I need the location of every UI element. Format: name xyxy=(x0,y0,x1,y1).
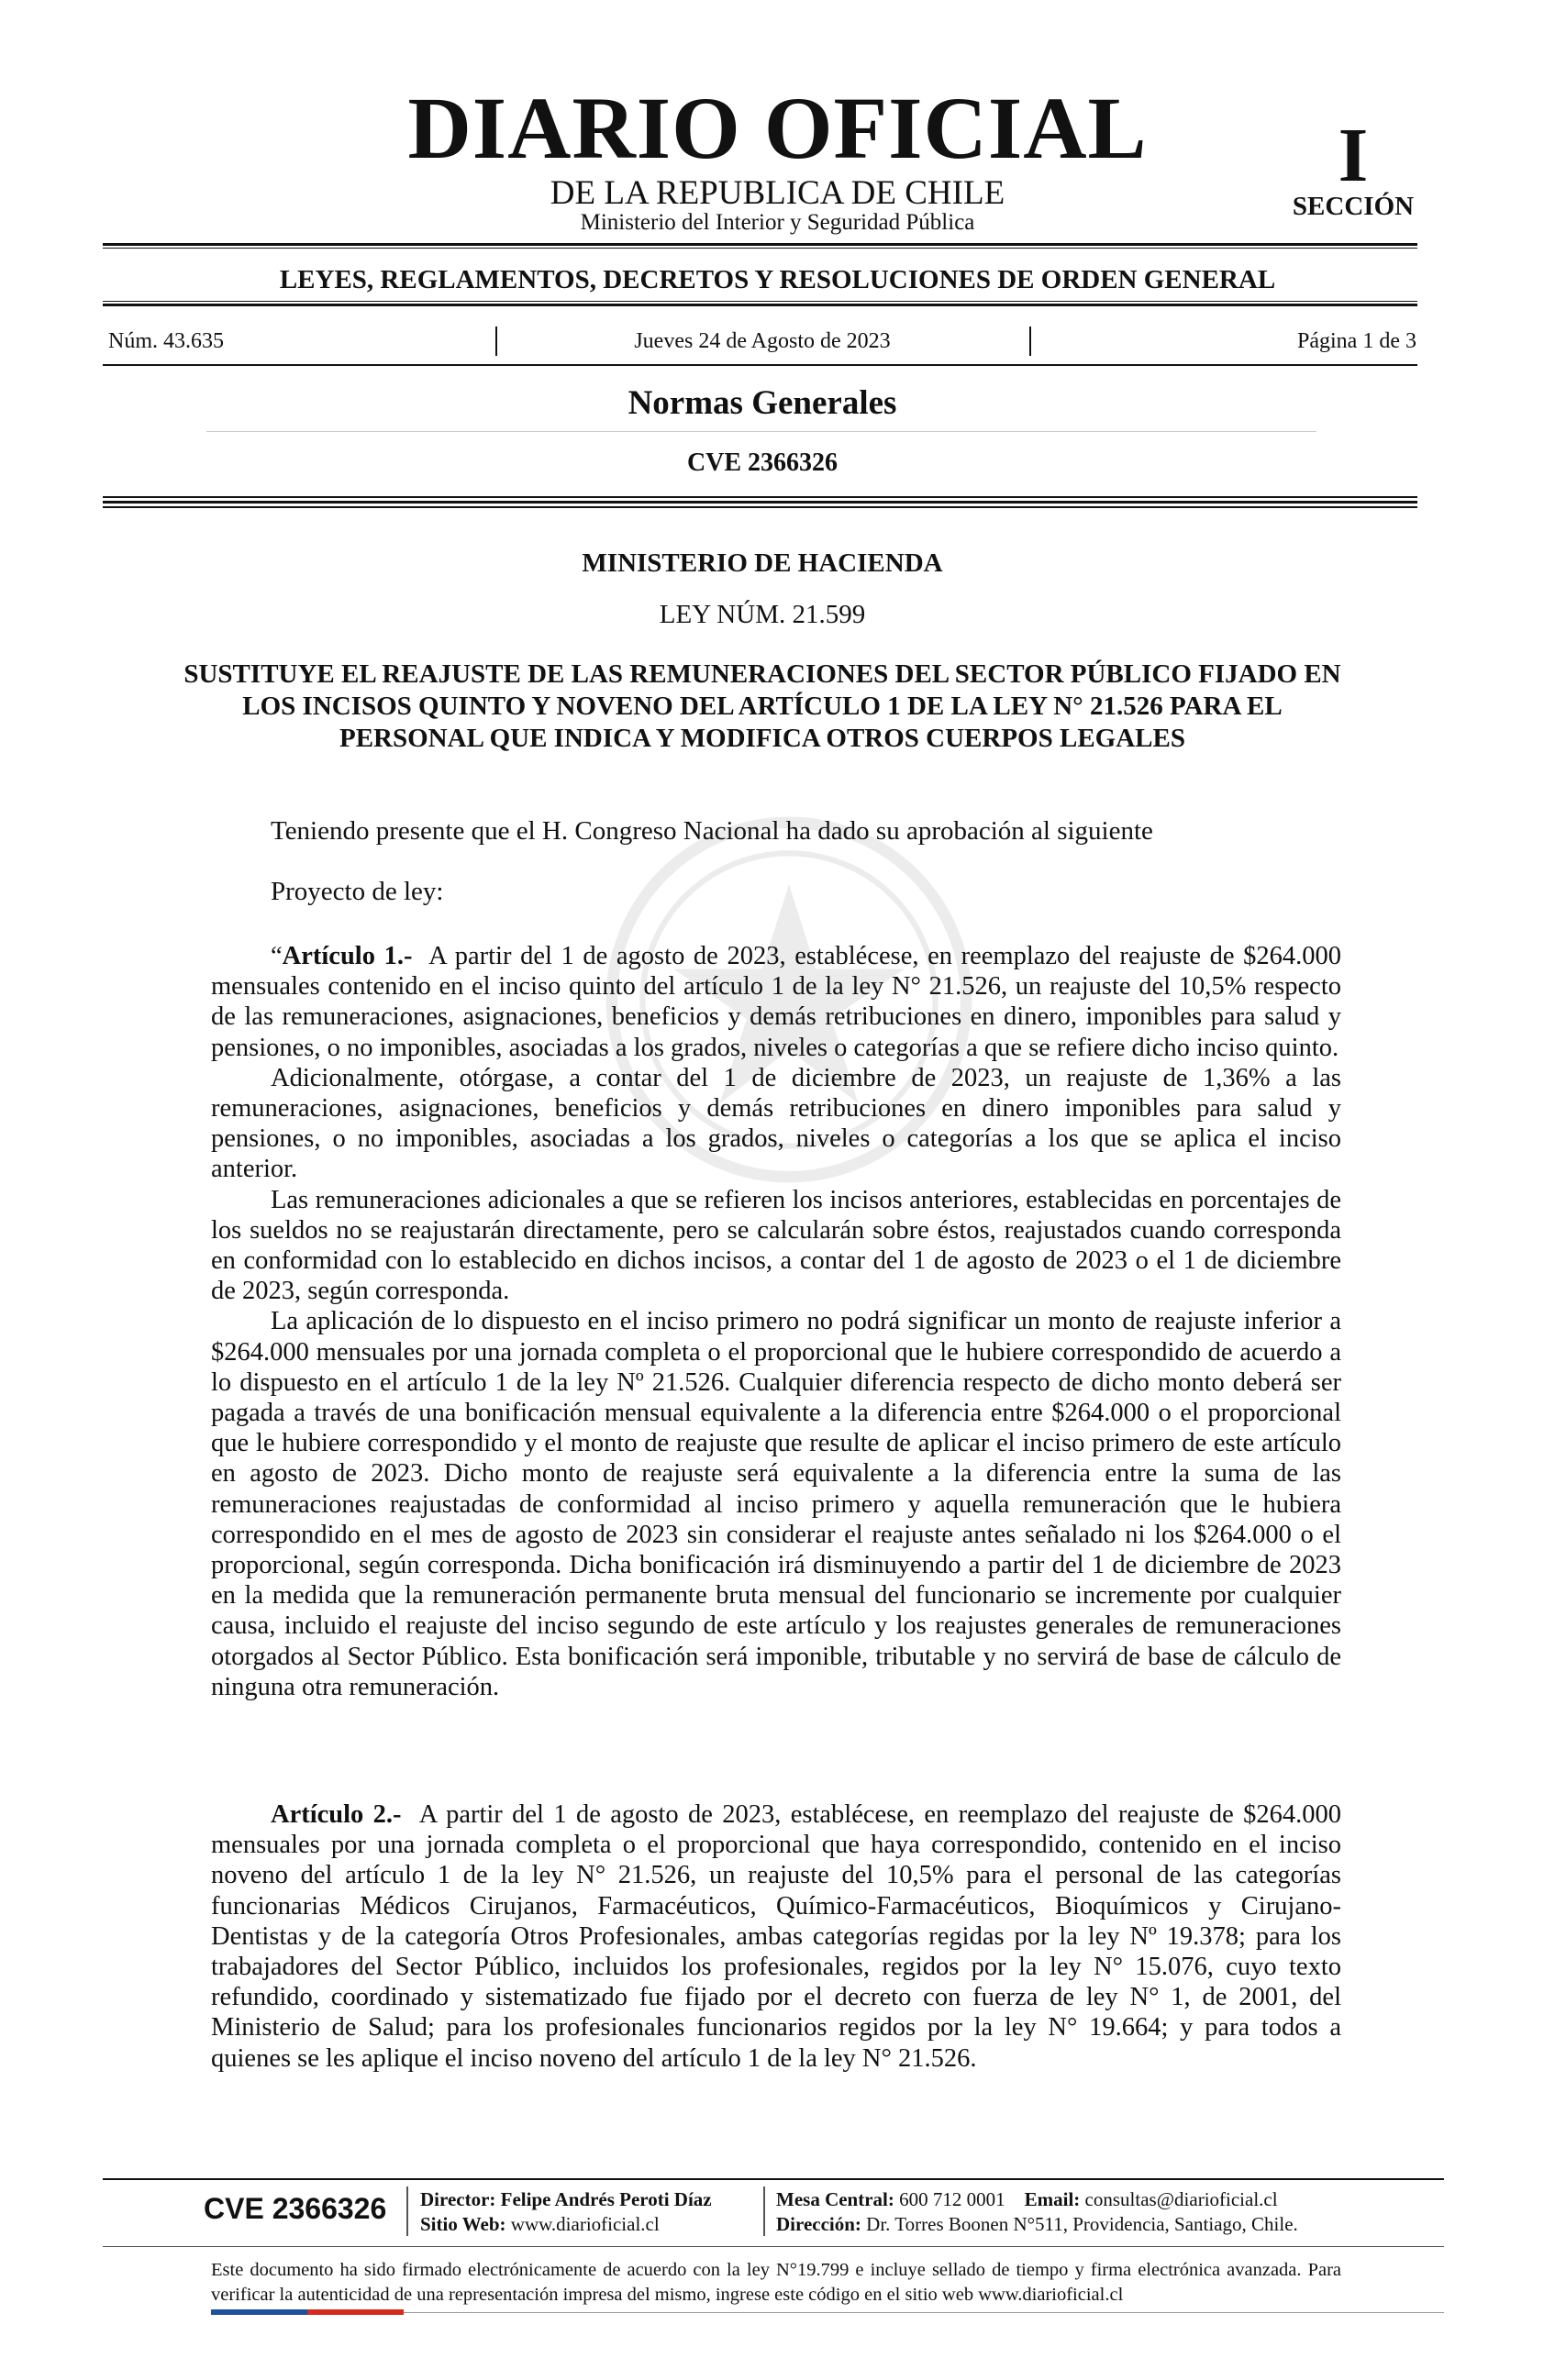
footer-director-block xyxy=(420,2187,712,2237)
category-heading: LEYES, REGLAMENTOS, DECRETOS Y RESOLUCIONES DE ORDEN GENERAL xyxy=(279,265,1276,294)
intro-text: Teniendo presente que el H. Congreso Nacional ha dado su aprobación al siguiente xyxy=(271,816,1153,846)
email-link[interactable]: consultas@diarioficial.cl xyxy=(1084,2188,1278,2210)
footer-contact-block xyxy=(776,2187,1298,2237)
header-divider xyxy=(103,304,1417,306)
masthead-ministry: Ministerio del Interior y Seguridad Pública xyxy=(580,210,975,235)
masthead-title: DIARIO OFICIAL xyxy=(407,79,1148,177)
section-heading: Normas Generales xyxy=(628,384,897,422)
article-2-text: A partir del 1 de agosto de 2023, establécese, en reemplazo del reajuste de $264.000 mensuales por una jornada completa o el proporcional que haya correspondido, contenido en el inciso noveno del artículo 1 de la ley N° 21.526, un reajuste del 10,5% para el personal de las categorías funcionarias Médicos Cirujanos, Farmacéuticos, Químico-Farmacéuticos, Bioquímicos y Cirujano-Dentistas y de la categoría Otros Profesionales, ambas categorías regidas por la ley Nº 19.378; para los trabajadores del Sector Público, incluidos los profesionales, regidos por la ley N° 15.076, cuyo texto refundido, coordinado y sistematizado fue fijado por el decreto con fuerza de ley N° 1, de 2001, del Ministerio de Salud; para los profesionales funcionarios regidos por la ley N° 19.664; y para todos a quienes se les aplique el inciso noveno del artículo 1 de la ley N° 21.526. xyxy=(211,1800,1341,2073)
issue-number: Núm. 43.635 xyxy=(108,329,224,353)
article-1-paragraph: Adicionalmente, otórgase, a contar del 1 de diciembre de 2023, un reajuste de 1,36% a las remuneraciones, asignaciones, beneficios y demás retribuciones en dinero imponibles para salud y pensiones, o no imponibles, asociadas a los grados, niveles o categorías a los que se aplica el inciso anterior. xyxy=(211,1063,1341,1184)
director-name: Felipe Andrés Peroti Díaz xyxy=(500,2188,712,2210)
footer-divider xyxy=(103,2246,1444,2247)
flag-blue-band xyxy=(211,2309,307,2315)
footer-divider xyxy=(404,2312,1444,2313)
document-divider xyxy=(103,496,1417,498)
article-1-paragraph xyxy=(211,941,1341,1063)
phone-value: 600 712 0001 xyxy=(899,2188,1005,2210)
law-title: SUSTITUYE EL REAJUSTE DE LAS REMUNERACIONES DEL SECTOR PÚBLICO FIJADO EN LOS INCISOS QUINTO Y NOVENO DEL ARTÍCULO 1 DE LA LEY N° 21.526 PARA EL PERSONAL QUE INDICA Y MODIFICA OTROS CUERPOS LEGALES xyxy=(183,659,1341,753)
article-2-title: Artículo 2.- xyxy=(271,1800,402,1829)
cve-code: CVE 2366326 xyxy=(686,448,839,477)
article-1-paragraph: Las remuneraciones adicionales a que se refieren los incisos anteriores, establecidas en porcentajes de los sueldos no se reajustarán directamente, pero se calcularán sobre éstos, reajustados cuando corresponda en conformidad con lo establecido en dichos incisos, a contar del 1 de agosto de 2023 o el 1 de diciembre de 2023, según corresponda. xyxy=(211,1185,1341,1306)
address-label: Dirección: xyxy=(776,2213,861,2235)
flag-red-band xyxy=(307,2309,404,2315)
section-label: SECCIÓN xyxy=(1292,192,1415,221)
proyecto-label: Proyecto de ley: xyxy=(271,877,444,906)
footer-disclaimer: Este documento ha sido firmado electrónicamente de acuerdo con la ley N°19.799 e incluye sellado de tiempo y firma electrónica avanzada. Para verificar la autenticidad de una representación impresa del mismo, ingrese este código en el sitio web www.diarioficial.cl xyxy=(211,2260,1341,2305)
article-2 xyxy=(211,1799,1341,2074)
footer-cve-code: CVE 2366326 xyxy=(204,2192,387,2225)
footer-divider xyxy=(103,2178,1444,2180)
header-divider xyxy=(103,243,1417,246)
flag-stripe xyxy=(211,2309,404,2315)
header-divider xyxy=(103,248,1417,249)
document-divider xyxy=(103,506,1417,508)
document-divider xyxy=(103,501,1417,504)
law-number: LEY NÚM. 21.599 xyxy=(659,600,866,629)
masthead-subtitle: DE LA REPUBLICA DE CHILE xyxy=(550,174,1005,212)
article-1-title: Artículo 1.- xyxy=(282,942,413,970)
article-1-text: A partir del 1 de agosto de 2023, establécese, en reemplazo del reajuste de $264.000 mensuales contenido en el inciso quinto del artículo 1 de la ley N° 21.526, un reajuste del 10,5% respecto de las remuneraciones, asignaciones, beneficios y demás retribuciones en dinero, imponibles para salud y pensiones, o no imponibles, asociadas a los grados, niveles o categorías a que se refiere dicho inciso quinto. xyxy=(211,942,1341,1062)
director-label: Director: xyxy=(420,2188,496,2210)
article-1-paragraph: La aplicación de lo dispuesto en el inciso primero no podrá significar un monto de reajuste inferior a $264.000 mensuales por una jornada completa o el proporcional que le hubiere correspondido de acuerdo a lo dispuesto en el artículo 1 de la ley Nº 21.526. Cualquier diferencia respecto de dicho monto deberá ser pagada a través de una bonificación mensual equivalente a la diferencia entre $264.000 o el proporcional que le hubiere correspondido y el monto de reajuste que resulte de aplicar el inciso primero de este artículo en agosto de 2023. Dicho monto de reajuste será equivalente a la diferencia entre la suma de las remuneraciones reajustadas de conformidad al inciso primero y aquella remuneración que le hubiera correspondido en el mes de agosto de 2023 sin considerar el reajuste antes señalado ni los $264.000 o el proporcional, según corresponda. Dicha bonificación irá disminuyendo a partir del 1 de diciembre de 2023 en la medida que la remuneración permanente bruta mensual del funcionario se incremente por cualquier causa, incluido el reajuste del inciso segundo de este artículo y los reajustes generales de remuneraciones otorgados al Sector Público. Esta bonificación será imponible, tributable y no servirá de base de cálculo de ninguna otra remuneración. xyxy=(211,1307,1341,1701)
page-indicator: Página 1 de 3 xyxy=(1297,329,1416,353)
issue-date: Jueves 24 de Agosto de 2023 xyxy=(634,329,891,353)
footer-separator xyxy=(406,2186,408,2236)
section-numeral: I xyxy=(1338,113,1369,198)
address-value: Dr. Torres Boonen N°511, Providencia, Santiago, Chile. xyxy=(866,2213,1298,2235)
footer-separator xyxy=(763,2186,765,2236)
header-divider xyxy=(103,301,1417,302)
phone-label: Mesa Central: xyxy=(776,2188,894,2210)
opening-quote: “ xyxy=(271,942,283,970)
section-divider xyxy=(206,431,1316,432)
article-1 xyxy=(211,941,1341,1702)
email-label: Email: xyxy=(1024,2188,1081,2210)
website-link[interactable]: www.diarioficial.cl xyxy=(510,2213,660,2235)
ministry-name: MINISTERIO DE HACIENDA xyxy=(582,548,943,578)
article-2-paragraph xyxy=(211,1799,1341,2074)
website-label: Sitio Web: xyxy=(420,2213,506,2235)
info-divider xyxy=(103,364,1417,366)
info-separator xyxy=(1029,327,1031,356)
